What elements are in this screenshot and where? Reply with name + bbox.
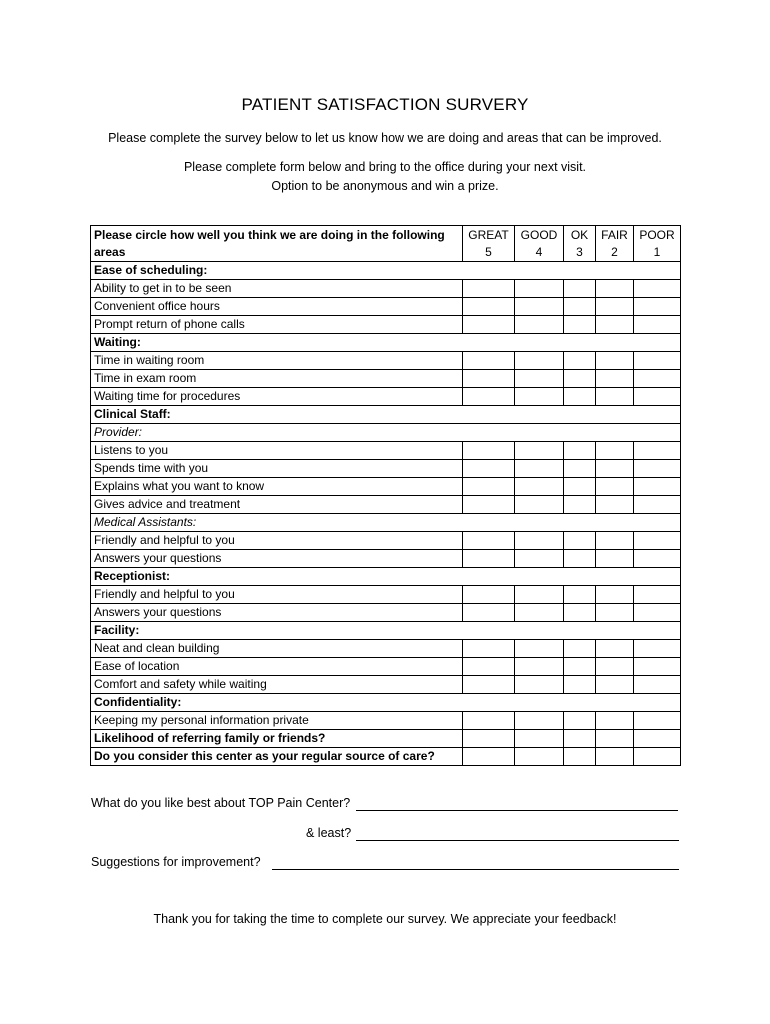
table-row bbox=[91, 352, 681, 370]
thank-you-note: Thank you for taking the time to complete our survey. We appreciate your feedback! bbox=[153, 912, 617, 926]
table-row bbox=[91, 442, 681, 460]
rating-label: POOR bbox=[639, 228, 675, 242]
rating-cell-great[interactable] bbox=[463, 604, 515, 622]
rating-cell-good[interactable] bbox=[515, 604, 564, 622]
table-row bbox=[91, 676, 681, 694]
rating-cell-good[interactable] bbox=[515, 550, 564, 568]
rating-header-fair bbox=[596, 226, 634, 262]
table-row bbox=[91, 568, 681, 586]
rating-cell-ok[interactable] bbox=[564, 478, 596, 496]
rating-cell-great[interactable] bbox=[463, 352, 515, 370]
table-row bbox=[91, 640, 681, 658]
rating-cell-good[interactable] bbox=[515, 730, 564, 748]
rating-cell-poor[interactable] bbox=[634, 316, 681, 334]
rating-cell-great[interactable] bbox=[463, 496, 515, 514]
question-label: Comfort and safety while waiting bbox=[91, 676, 463, 694]
rating-cell-ok[interactable] bbox=[564, 352, 596, 370]
rating-cell-good[interactable] bbox=[515, 298, 564, 316]
question-label: Gives advice and treatment bbox=[91, 496, 463, 514]
rating-cell-poor[interactable] bbox=[634, 640, 681, 658]
rating-cell-ok[interactable] bbox=[564, 550, 596, 568]
rating-cell-great[interactable] bbox=[463, 748, 515, 766]
rating-cell-good[interactable] bbox=[515, 370, 564, 388]
rating-cell-good[interactable] bbox=[515, 460, 564, 478]
rating-cell-good[interactable] bbox=[515, 586, 564, 604]
rating-cell-great[interactable] bbox=[463, 298, 515, 316]
answer-line-best[interactable] bbox=[356, 810, 678, 811]
rating-cell-good[interactable] bbox=[515, 352, 564, 370]
table-row bbox=[91, 550, 681, 568]
rating-cell-fair[interactable] bbox=[596, 730, 634, 748]
rating-cell-ok[interactable] bbox=[564, 748, 596, 766]
rating-cell-ok[interactable] bbox=[564, 532, 596, 550]
rating-cell-great[interactable] bbox=[463, 280, 515, 298]
rating-value: 4 bbox=[535, 245, 543, 259]
rating-cell-fair[interactable] bbox=[596, 298, 634, 316]
table-row bbox=[91, 316, 681, 334]
rating-cell-fair[interactable] bbox=[596, 460, 634, 478]
rating-cell-good[interactable] bbox=[515, 280, 564, 298]
question-label: Explains what you want to know bbox=[91, 478, 463, 496]
rating-cell-great[interactable] bbox=[463, 730, 515, 748]
question-label: Time in waiting room bbox=[91, 352, 463, 370]
table-row bbox=[91, 460, 681, 478]
rating-cell-fair[interactable] bbox=[596, 280, 634, 298]
rating-cell-great[interactable] bbox=[463, 550, 515, 568]
rating-cell-fair[interactable] bbox=[596, 496, 634, 514]
rating-cell-ok[interactable] bbox=[564, 604, 596, 622]
table-row bbox=[91, 424, 681, 442]
table-row bbox=[91, 586, 681, 604]
table-row bbox=[91, 388, 681, 406]
survey-title: PATIENT SATISFACTION SURVERY bbox=[241, 95, 529, 114]
table-row bbox=[91, 658, 681, 676]
question-label: Ability to get in to be seen bbox=[91, 280, 463, 298]
rating-cell-fair[interactable] bbox=[596, 604, 634, 622]
question-label: Prompt return of phone calls bbox=[91, 316, 463, 334]
rating-value: 1 bbox=[653, 245, 661, 259]
rating-cell-poor[interactable] bbox=[634, 478, 681, 496]
rating-cell-fair[interactable] bbox=[596, 712, 634, 730]
rating-cell-great[interactable] bbox=[463, 640, 515, 658]
section-heading: Waiting: bbox=[91, 334, 681, 352]
rating-cell-fair[interactable] bbox=[596, 442, 634, 460]
rating-cell-ok[interactable] bbox=[564, 370, 596, 388]
question-label: Friendly and helpful to you bbox=[91, 586, 463, 604]
question-label: Answers your questions bbox=[91, 550, 463, 568]
table-row bbox=[91, 370, 681, 388]
question-suggestions: Suggestions for improvement? bbox=[91, 855, 261, 869]
intro-line-2: Please complete form below and bring to the office during your next visit. bbox=[183, 160, 587, 174]
section-heading: Ease of scheduling: bbox=[91, 262, 681, 280]
table-row bbox=[91, 478, 681, 496]
rating-cell-poor[interactable] bbox=[634, 550, 681, 568]
question-label: Likelihood of referring family or friends? bbox=[91, 730, 463, 748]
rating-cell-poor[interactable] bbox=[634, 460, 681, 478]
question-header bbox=[91, 226, 463, 262]
rating-cell-poor[interactable] bbox=[634, 748, 681, 766]
section-heading: Receptionist: bbox=[91, 568, 681, 586]
rating-cell-poor[interactable] bbox=[634, 730, 681, 748]
rating-cell-poor[interactable] bbox=[634, 298, 681, 316]
subsection-heading: Medical Assistants: bbox=[91, 514, 681, 532]
rating-cell-fair[interactable] bbox=[596, 370, 634, 388]
rating-cell-ok[interactable] bbox=[564, 640, 596, 658]
rating-cell-good[interactable] bbox=[515, 658, 564, 676]
rating-cell-great[interactable] bbox=[463, 442, 515, 460]
rating-cell-great[interactable] bbox=[463, 388, 515, 406]
rating-value: 3 bbox=[576, 245, 583, 259]
table-row bbox=[91, 298, 681, 316]
question-header-line1: Please circle how well you think we are doing in the following bbox=[94, 228, 445, 242]
question-label: Listens to you bbox=[91, 442, 463, 460]
rating-cell-good[interactable] bbox=[515, 316, 564, 334]
table-row bbox=[91, 262, 681, 280]
survey-table bbox=[90, 225, 681, 766]
section-heading: Clinical Staff: bbox=[91, 406, 681, 424]
question-label: Convenient office hours bbox=[91, 298, 463, 316]
rating-cell-good[interactable] bbox=[515, 532, 564, 550]
rating-cell-fair[interactable] bbox=[596, 640, 634, 658]
rating-cell-poor[interactable] bbox=[634, 586, 681, 604]
question-label: Time in exam room bbox=[91, 370, 463, 388]
table-row bbox=[91, 694, 681, 712]
answer-line-suggestions[interactable] bbox=[272, 869, 679, 870]
rating-cell-fair[interactable] bbox=[596, 478, 634, 496]
rating-cell-fair[interactable] bbox=[596, 352, 634, 370]
rating-cell-great[interactable] bbox=[463, 658, 515, 676]
rating-cell-great[interactable] bbox=[463, 712, 515, 730]
question-best: What do you like best about TOP Pain Center? bbox=[91, 796, 351, 810]
question-label: Do you consider this center as your regular source of care? bbox=[91, 748, 463, 766]
rating-cell-fair[interactable] bbox=[596, 658, 634, 676]
rating-label: FAIR bbox=[601, 228, 628, 242]
rating-cell-ok[interactable] bbox=[564, 496, 596, 514]
rating-label: GREAT bbox=[468, 228, 509, 242]
rating-cell-fair[interactable] bbox=[596, 748, 634, 766]
rating-cell-great[interactable] bbox=[463, 370, 515, 388]
rating-cell-fair[interactable] bbox=[596, 550, 634, 568]
rating-cell-fair[interactable] bbox=[596, 316, 634, 334]
table-row bbox=[91, 622, 681, 640]
table-header-row bbox=[91, 226, 681, 262]
rating-cell-great[interactable] bbox=[463, 586, 515, 604]
rating-cell-poor[interactable] bbox=[634, 352, 681, 370]
rating-label: GOOD bbox=[520, 228, 558, 242]
intro-line-1: Please complete the survey below to let us know how we are doing and areas that can be improved. bbox=[108, 131, 662, 145]
rating-cell-good[interactable] bbox=[515, 478, 564, 496]
rating-cell-ok[interactable] bbox=[564, 316, 596, 334]
rating-cell-good[interactable] bbox=[515, 496, 564, 514]
section-heading: Confidentiality: bbox=[91, 694, 681, 712]
rating-cell-fair[interactable] bbox=[596, 388, 634, 406]
section-heading: Facility: bbox=[91, 622, 681, 640]
rating-cell-fair[interactable] bbox=[596, 532, 634, 550]
table-row bbox=[91, 604, 681, 622]
rating-cell-poor[interactable] bbox=[634, 712, 681, 730]
rating-cell-great[interactable] bbox=[463, 460, 515, 478]
rating-cell-poor[interactable] bbox=[634, 442, 681, 460]
subsection-heading: Provider: bbox=[91, 424, 681, 442]
intro-line-3: Option to be anonymous and win a prize. bbox=[271, 179, 499, 193]
question-label: Waiting time for procedures bbox=[91, 388, 463, 406]
rating-header-great bbox=[463, 226, 515, 262]
rating-cell-poor[interactable] bbox=[634, 604, 681, 622]
table-row bbox=[91, 334, 681, 352]
rating-cell-ok[interactable] bbox=[564, 460, 596, 478]
rating-cell-ok[interactable] bbox=[564, 658, 596, 676]
question-label: Ease of location bbox=[91, 658, 463, 676]
rating-cell-fair[interactable] bbox=[596, 676, 634, 694]
rating-cell-fair[interactable] bbox=[596, 586, 634, 604]
rating-cell-good[interactable] bbox=[515, 442, 564, 460]
table-row bbox=[91, 280, 681, 298]
rating-cell-ok[interactable] bbox=[564, 676, 596, 694]
rating-cell-good[interactable] bbox=[515, 388, 564, 406]
answer-line-least[interactable] bbox=[356, 840, 679, 841]
table-row bbox=[91, 712, 681, 730]
rating-label: OK bbox=[570, 228, 589, 242]
table-row bbox=[91, 532, 681, 550]
table-row bbox=[91, 496, 681, 514]
rating-cell-ok[interactable] bbox=[564, 442, 596, 460]
rating-cell-great[interactable] bbox=[463, 316, 515, 334]
rating-cell-ok[interactable] bbox=[564, 280, 596, 298]
rating-cell-poor[interactable] bbox=[634, 496, 681, 514]
rating-cell-poor[interactable] bbox=[634, 676, 681, 694]
rating-cell-good[interactable] bbox=[515, 640, 564, 658]
rating-cell-great[interactable] bbox=[463, 532, 515, 550]
question-least: & least? bbox=[306, 826, 352, 840]
rating-cell-good[interactable] bbox=[515, 748, 564, 766]
question-header-line2: areas bbox=[94, 245, 126, 259]
rating-header-good bbox=[515, 226, 564, 262]
rating-cell-great[interactable] bbox=[463, 676, 515, 694]
rating-cell-ok[interactable] bbox=[564, 712, 596, 730]
rating-header-poor bbox=[634, 226, 681, 262]
rating-cell-great[interactable] bbox=[463, 478, 515, 496]
rating-cell-poor[interactable] bbox=[634, 388, 681, 406]
question-label: Answers your questions bbox=[91, 604, 463, 622]
rating-value: 2 bbox=[611, 245, 618, 259]
rating-cell-ok[interactable] bbox=[564, 388, 596, 406]
rating-cell-ok[interactable] bbox=[564, 298, 596, 316]
rating-cell-good[interactable] bbox=[515, 676, 564, 694]
rating-cell-poor[interactable] bbox=[634, 658, 681, 676]
rating-cell-ok[interactable] bbox=[564, 586, 596, 604]
table-row bbox=[91, 730, 681, 748]
table-row bbox=[91, 514, 681, 532]
rating-cell-poor[interactable] bbox=[634, 370, 681, 388]
rating-cell-poor[interactable] bbox=[634, 280, 681, 298]
question-label: Neat and clean building bbox=[91, 640, 463, 658]
question-label: Spends time with you bbox=[91, 460, 463, 478]
table-row bbox=[91, 406, 681, 424]
rating-cell-poor[interactable] bbox=[634, 532, 681, 550]
question-label: Friendly and helpful to you bbox=[91, 532, 463, 550]
question-label: Keeping my personal information private bbox=[91, 712, 463, 730]
rating-header-ok bbox=[564, 226, 596, 262]
rating-value: 5 bbox=[485, 245, 492, 259]
rating-cell-good[interactable] bbox=[515, 712, 564, 730]
rating-cell-ok[interactable] bbox=[564, 730, 596, 748]
table-row bbox=[91, 748, 681, 766]
